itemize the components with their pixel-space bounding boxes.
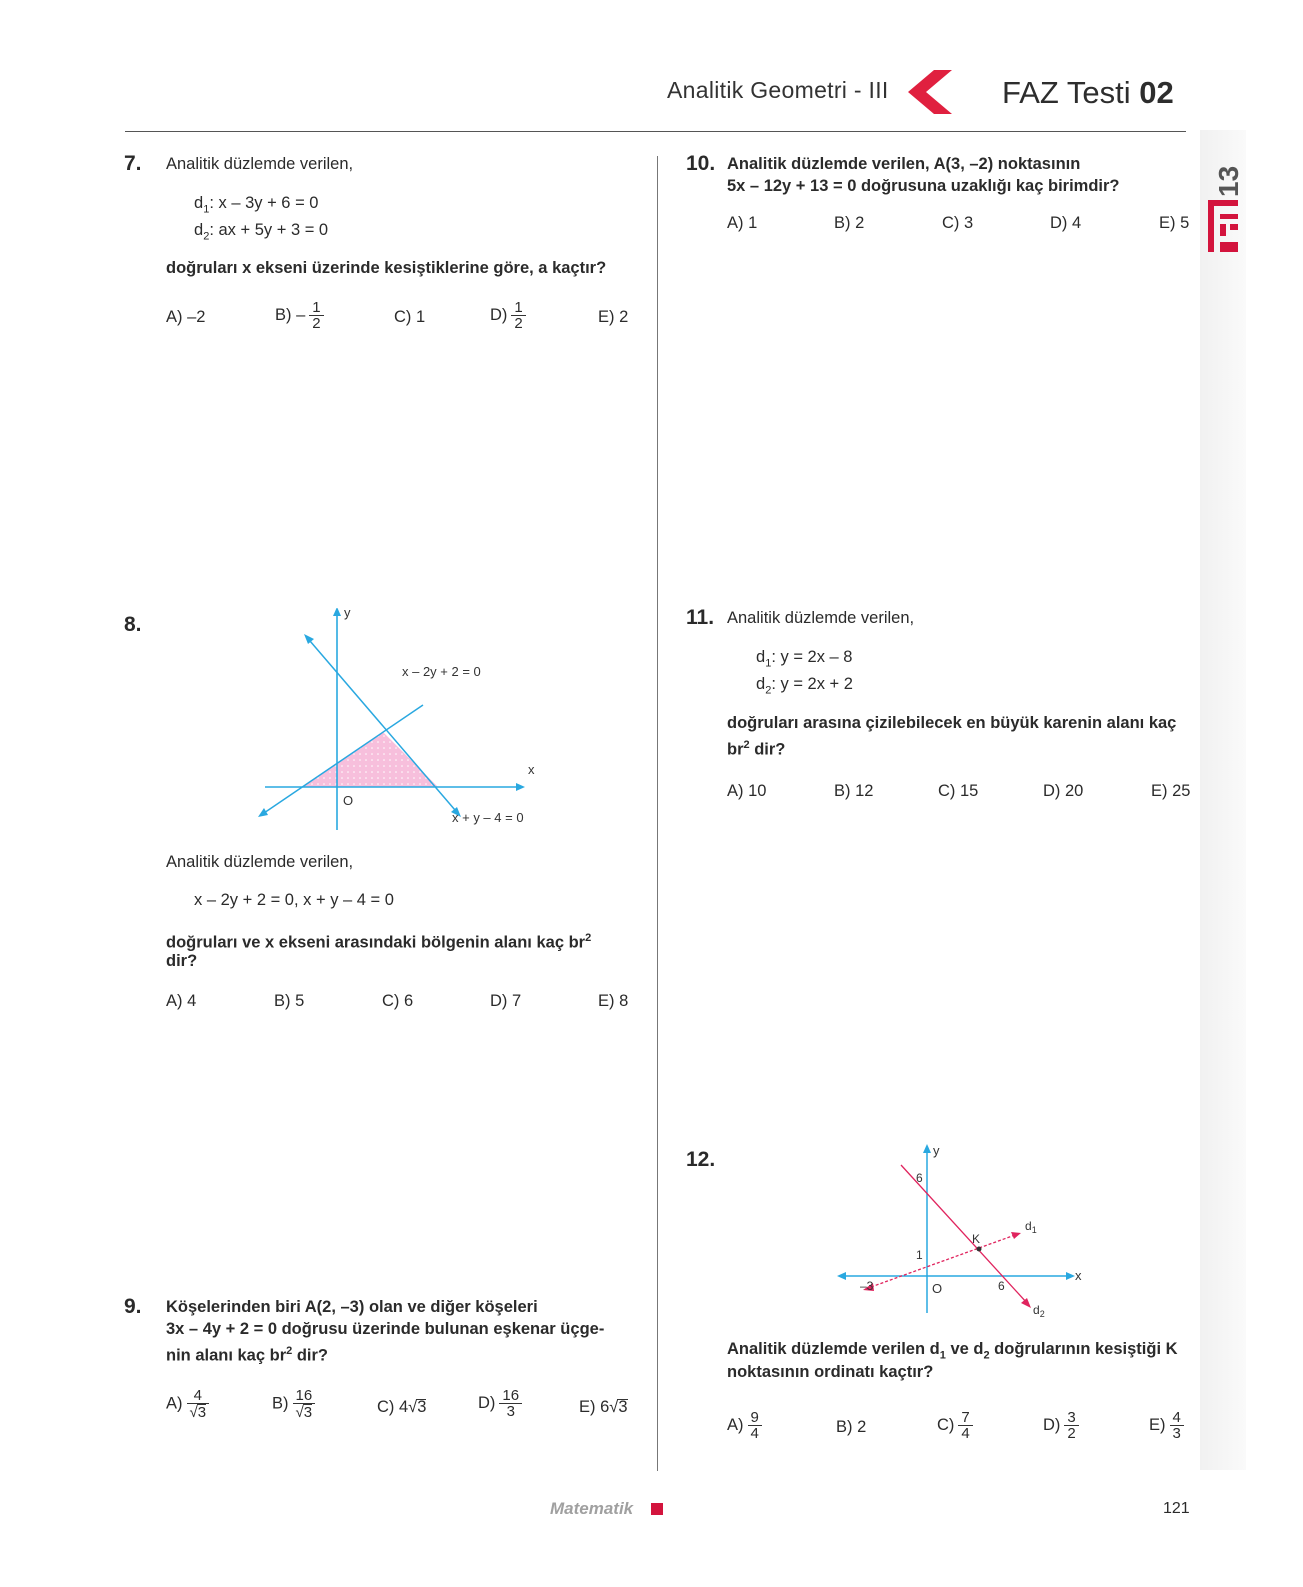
question-10-number: 10. [686,152,716,175]
x-axis-label: x [528,762,535,777]
q8-option-a[interactable]: A) 4 [166,992,197,1010]
q9-option-a[interactable]: A) $\frac{4}{√3}$ [166,1388,209,1420]
q10-option-c[interactable]: C) 3 [942,214,974,232]
brand-logo-icon [1206,198,1240,254]
question-10-line1: Analitik düzlemde verilen, A(3, –2) noktasının [727,155,1081,173]
q10-option-e[interactable]: E) 5 [1159,214,1190,232]
side-tab-number: 13 [1213,165,1244,197]
tick-x-6: 6 [998,1279,1005,1293]
page-number: 121 [1163,1500,1190,1517]
question-7-intro: Analitik düzlemde verilen, [166,155,354,173]
line-2-label: x + y – 4 = 0 [452,810,524,825]
question-10-line2: 5x – 12y + 13 = 0 doğrusuna uzaklığı kaç birimdir? [727,177,1120,195]
question-12-graph [835,1143,1090,1318]
tick-x-m3: –3 [860,1279,874,1293]
q12-option-d[interactable]: D) $\frac{3}{2}$ [1043,1410,1079,1441]
question-7-text: doğruları x ekseni üzerinde kesiştiklerine göre, a kaçtır? [166,259,607,277]
question-8-text: doğruları ve x ekseni arasındaki bölgenin alanı kaç $br^2$ [166,932,592,952]
q10-option-b[interactable]: B) 2 [834,214,865,232]
side-tab [1200,130,1246,1470]
question-7-eq1: $d_1$: x – 3y + 6 = 0 [194,194,319,216]
q9-option-e[interactable]: E) 6√3 [579,1398,628,1416]
q11-option-c[interactable]: C) 15 [938,782,979,800]
q9-option-d[interactable]: D) $\frac{16}{3}$ [478,1388,522,1419]
question-9-line2: 3x – 4y + 2 = 0 doğrusu üzerinde bulunan eşkenar üçge- [166,1320,605,1338]
origin-label: O [343,793,354,808]
column-divider [657,156,658,1471]
y-axis-label: y [933,1143,940,1158]
q8-option-d[interactable]: D) 7 [490,992,522,1010]
d2-label: $d_2$ [1033,1303,1045,1318]
q11-option-d[interactable]: D) 20 [1043,782,1084,800]
q10-option-d[interactable]: D) 4 [1050,214,1082,232]
question-11-intro: Analitik düzlemde verilen, [727,609,915,627]
question-12-line2: noktasının ordinatı kaçtır? [727,1363,934,1381]
q10-option-a[interactable]: A) 1 [727,214,758,232]
question-8-intro: Analitik düzlemde verilen, [166,853,354,871]
chapter-title: Analitik Geometri - III [667,77,889,103]
q7-option-e[interactable]: E) 2 [598,308,629,326]
question-9-line3: nin alanı kaç $br^2$ dir? [166,1345,328,1365]
question-11-line1: doğruları arasına çizilebilecek en büyük karenin alanı kaç [727,714,1177,732]
q7-option-a[interactable]: A) –2 [166,308,206,326]
chevron-left-icon [908,70,952,114]
question-8-text-end: dir? [166,952,198,970]
question-11-eq2: $d_2$: y = 2x + 2 [756,675,853,697]
q11-option-b[interactable]: B) 12 [834,782,874,800]
question-11-eq1: $d_1$: y = 2x – 8 [756,648,853,670]
footer-square-icon [651,1503,663,1515]
question-9-line1: Köşelerinden biri A(2, –3) olan ve diğer köşeleri [166,1298,538,1316]
q12-option-b[interactable]: B) 2 [836,1418,867,1436]
line-d2 [901,1165,1027,1303]
header-rule [125,131,1186,132]
q7-option-c[interactable]: C) 1 [394,308,426,326]
tick-y-6: 6 [916,1171,923,1185]
q9-option-b[interactable]: B) $\frac{16}{√3}$ [272,1388,315,1420]
q8-option-c[interactable]: C) 6 [382,992,414,1010]
test-title [1002,75,1174,111]
point-k-label: K [972,1232,981,1246]
question-8-number: 8. [124,613,142,636]
q11-option-a[interactable]: A) 10 [727,782,767,800]
q11-option-e[interactable]: E) 25 [1151,782,1191,800]
y-axis-label: y [344,608,351,620]
question-12-number: 12. [686,1148,716,1171]
tick-y-1: 1 [916,1248,923,1262]
q12-option-c[interactable]: C) $\frac{7}{4}$ [937,1410,973,1441]
test-label: FAZ Testi [1002,75,1131,110]
question-12-line1: Analitik düzlemde verilen $d_1$ ve $d_2$ doğrularının kesiştiği K [727,1340,1178,1362]
footer-subject: Matematik [550,1499,634,1518]
q8-option-b[interactable]: B) 5 [274,992,305,1010]
q9-option-c[interactable]: C) 4√3 [377,1398,427,1416]
test-number: 02 [1139,75,1174,110]
question-8-equations: x – 2y + 2 = 0, x + y – 4 = 0 [194,891,394,909]
origin-label: O [932,1281,943,1296]
q8-option-e[interactable]: E) 8 [598,992,629,1010]
question-11-number: 11. [686,606,715,629]
question-7-number: 7. [124,152,142,175]
q7-option-b[interactable]: B) – $\frac{1}{2}$ [275,300,324,331]
line-1-label: x – 2y + 2 = 0 [402,664,481,679]
q12-option-e[interactable]: E) $\frac{4}{3}$ [1149,1410,1184,1441]
question-11-line2: $br^2$ dir? [727,739,786,759]
question-7-eq2: $d_2$: ax + 5y + 3 = 0 [194,221,329,243]
q12-option-a[interactable]: A) $\frac{9}{4}$ [727,1410,762,1441]
question-8-graph [250,608,550,838]
x-axis-label: x [1075,1268,1082,1283]
q7-option-d[interactable]: D) $\frac{1}{2}$ [490,300,526,331]
d1-label: $d_1$ [1025,1219,1037,1235]
line-d1 [871,1235,1015,1287]
question-9-number: 9. [124,1295,142,1318]
point-k [977,1247,982,1252]
